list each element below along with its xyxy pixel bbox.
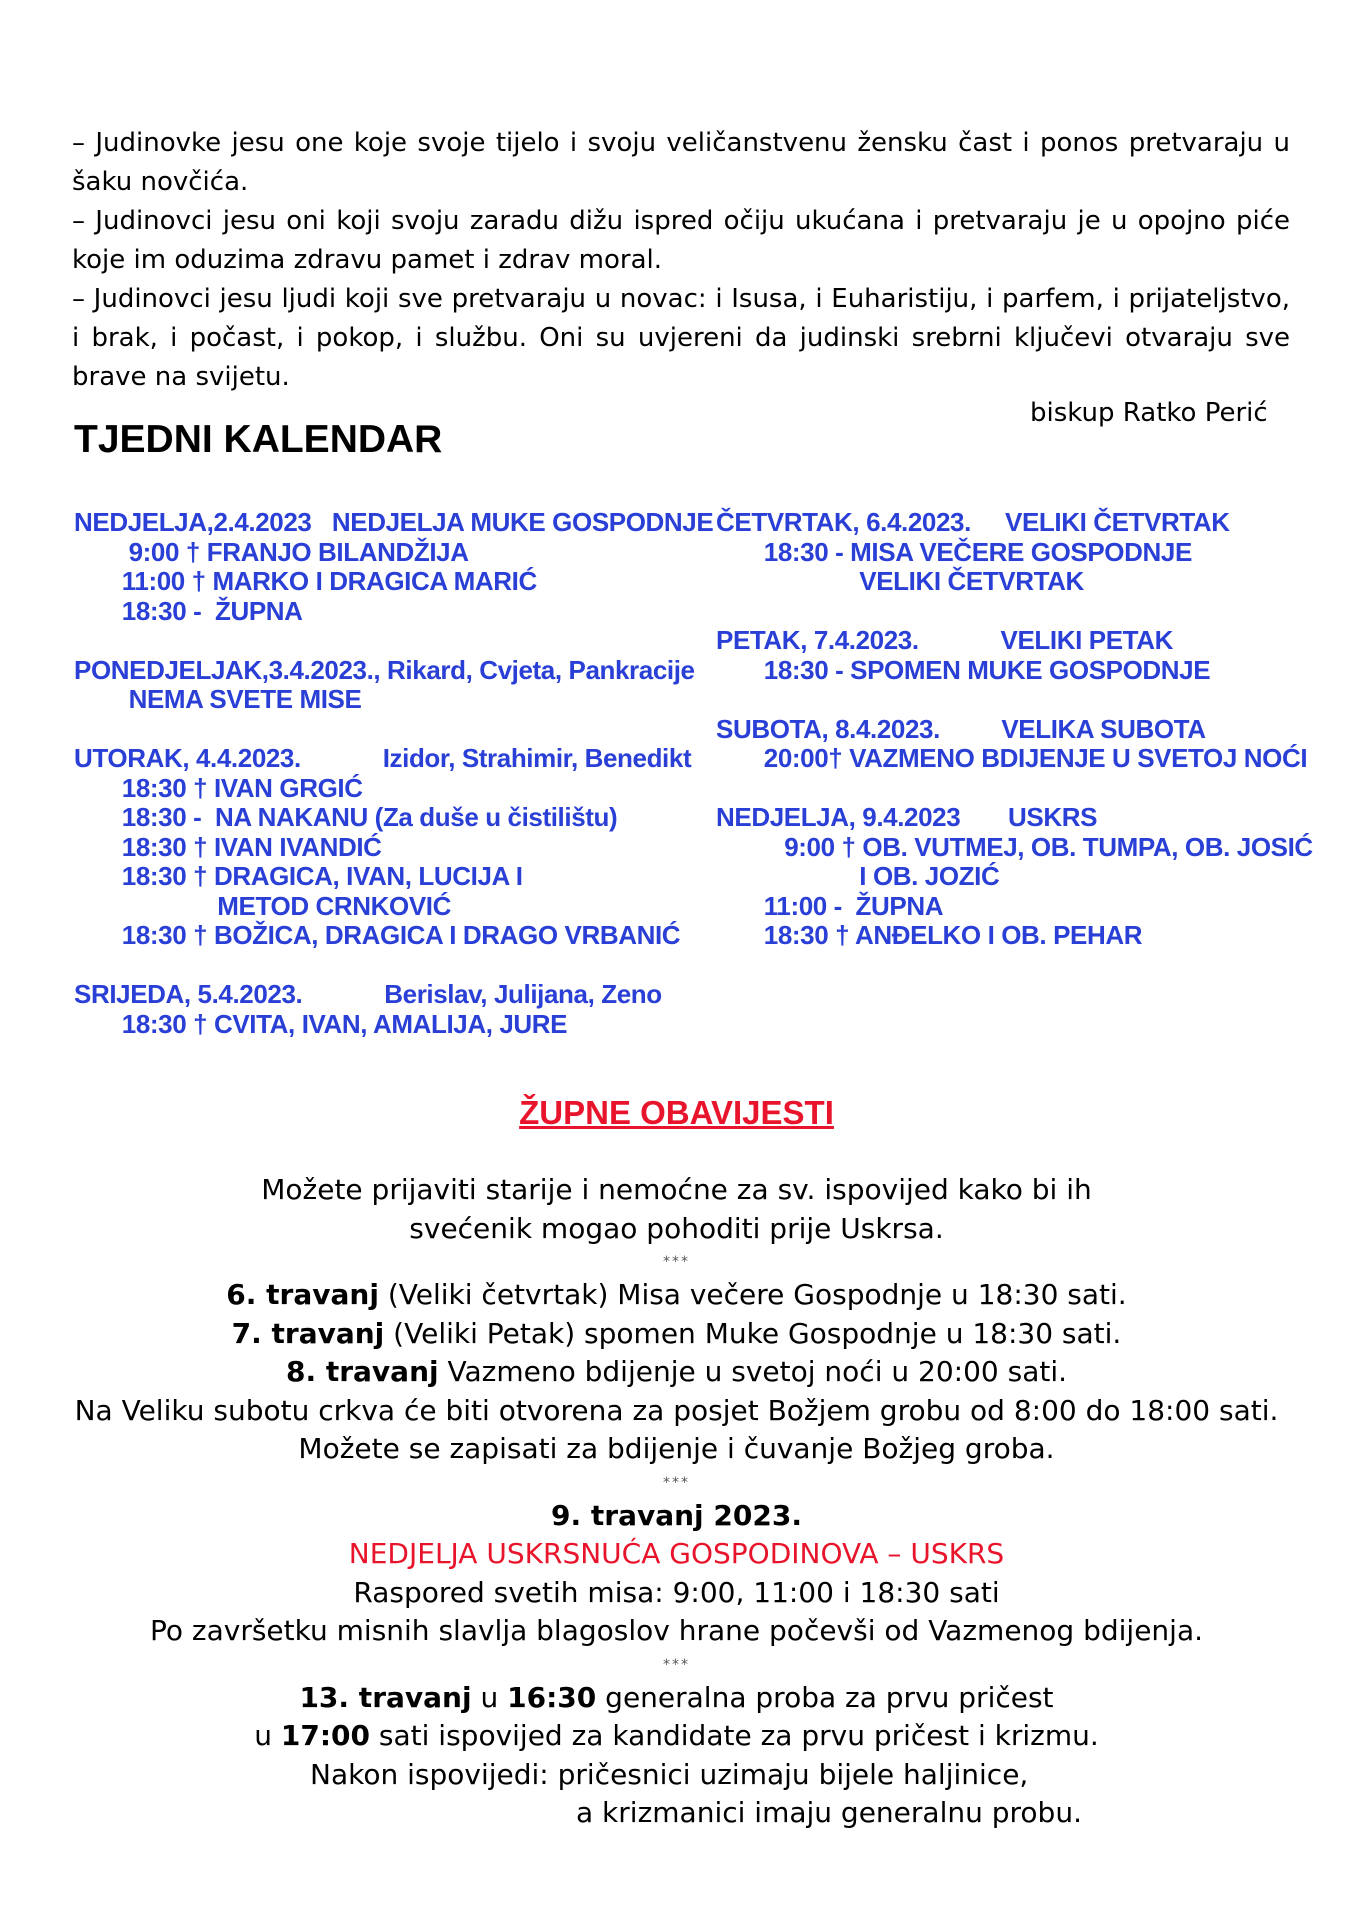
calendar-line: 9:00 † OB. VUTMEJ, OB. TUMPA, OB. JOSIĆ bbox=[716, 831, 1313, 862]
calendar-line: UTORAK, 4.4.2023. Izidor, Strahimir, Benedikt bbox=[74, 743, 692, 773]
connector: u bbox=[254, 1719, 281, 1752]
calendar-day bbox=[74, 744, 714, 951]
holy-week-line bbox=[0, 1276, 1353, 1315]
calendar-line: 18:30 † ANĐELKO I OB. PEHAR bbox=[716, 920, 1143, 950]
calendar-day bbox=[716, 508, 1316, 597]
notices-heading: ŽUPNE OBAVIJESTI bbox=[519, 1094, 834, 1131]
calendar-line: 18:30 † IVAN IVANDIĆ bbox=[74, 831, 382, 862]
rehearsal-text: generalna proba za prvu pričest bbox=[596, 1680, 1054, 1714]
calendar-line: NEMA SVETE MISE bbox=[74, 684, 362, 714]
calendar-line: SUBOTA, 8.4.2023. VELIKA SUBOTA bbox=[716, 713, 1206, 744]
calendar-day bbox=[74, 508, 714, 626]
calendar-day bbox=[716, 626, 1316, 685]
intro-paragraph: – Judinovke jesu one koje svoje tijelo i svoju veličanstvenu žensku čast i ponos pretvaraju u šaku novčića. bbox=[72, 128, 1290, 197]
easter-masses: Raspored svetih misa: 9:00, 11:00 i 18:30 sati bbox=[353, 1575, 1000, 1609]
intro-paragraph: – Judinovci jesu ljudi koji sve pretvaraju u novac: i Isusa, i Euharistiju, i parfem, i prijateljstvo, i brak, i počast, i pokop, i službu. Oni su uvjereni da judinski srebrni ključevi otvaraju sve brave na svijetu. bbox=[72, 284, 1290, 392]
calendar-line: SRIJEDA, 5.4.2023. Berislav, Julijana, Zeno bbox=[74, 979, 662, 1009]
notice-intro-text: Možete prijaviti starije i nemoćne za sv. ispovijed kako bi ih svećenik mogao pohoditi prije Uskrsa. bbox=[261, 1173, 1092, 1245]
date-bold: 6. travanj bbox=[226, 1278, 379, 1311]
date-bold: 13. travanj bbox=[299, 1680, 472, 1714]
easter-date-bold: 9. travanj 2023. bbox=[551, 1498, 802, 1532]
calendar-line: 18:30 † DRAGICA, IVAN, LUCIJA I bbox=[74, 861, 523, 891]
easter-date bbox=[0, 1497, 1353, 1536]
time-bold: 16:30 bbox=[507, 1680, 597, 1714]
calendar-line: 18:30 - NA NAKANU (Za duše u čistilištu) bbox=[74, 802, 618, 832]
calendar-line: 9:00 † FRANJO BILANDŽIJA bbox=[74, 536, 469, 567]
date-bold: 8. travanj bbox=[285, 1355, 439, 1388]
holy-week-line bbox=[0, 1315, 1353, 1354]
calendar-line: 18:30 † IVAN GRGIĆ bbox=[74, 772, 363, 803]
after-confession bbox=[0, 1756, 1353, 1833]
notice-intro bbox=[0, 1171, 1353, 1248]
parish-notices bbox=[0, 1093, 1353, 1833]
calendar-day bbox=[74, 980, 714, 1039]
calendar-line: NEDJELJA, 9.4.2023 USKRS bbox=[716, 802, 1098, 832]
calendar-line: 18:30 - ŽUPNA bbox=[74, 595, 303, 626]
intro-text bbox=[72, 124, 1290, 397]
calendar-left-column bbox=[74, 508, 714, 1069]
calendar-line: 11:00 † MARKO I DRAGICA MARIĆ bbox=[74, 566, 537, 596]
calendar-day bbox=[74, 656, 714, 715]
saturday-line: Na Veliku subotu crkva će biti otvorena za posjet Božjem grobu od 8:00 do 18:00 sati. bbox=[74, 1393, 1279, 1427]
calendar-day bbox=[716, 803, 1316, 951]
calendar-line: PONEDJELJAK,3.4.2023., Rikard, Cvjeta, Pankracije bbox=[74, 654, 695, 685]
calendar-line: 18:30 † BOŽICA, DRAGICA I DRAGO VRBANIĆ bbox=[74, 920, 681, 950]
calendar-line: PETAK, 7.4.2023. VELIKI PETAK bbox=[716, 625, 1173, 655]
date-bold: 7. travanj bbox=[231, 1316, 385, 1350]
easter-blessing: Po završetku misnih slavlja blagoslov hrane počevši od Vazmenog bdijenja. bbox=[149, 1614, 1204, 1647]
calendar-title: TJEDNI KALENDAR bbox=[74, 418, 443, 461]
calendar-line: VELIKI ČETVRTAK bbox=[716, 566, 1084, 596]
calendar-line: 20:00† VAZMENO BDIJENJE U SVETOJ NOĆI bbox=[716, 743, 1308, 773]
connector: u bbox=[471, 1680, 508, 1714]
holy-week-text: (Veliki četvrtak) Misa večere Gospodnje u 18:30 sati. bbox=[378, 1278, 1127, 1311]
after-confession-line: Nakon ispovijedi: pričesnici uzimaju bijele haljinice, bbox=[310, 1757, 1029, 1791]
calendar-line: ČETVRTAK, 6.4.2023. VELIKI ČETVRTAK bbox=[716, 507, 1230, 537]
confession-text: sati ispovijed za kandidate za prvu pričest i krizmu. bbox=[370, 1719, 1099, 1752]
signature: biskup Ratko Perić bbox=[1030, 398, 1268, 428]
rehearsal-line bbox=[0, 1679, 1353, 1718]
separator-stars: *** bbox=[663, 1656, 690, 1673]
separator-stars: *** bbox=[663, 1474, 690, 1491]
calendar-line: I OB. JOZIĆ bbox=[716, 861, 1000, 891]
holy-week-text: Vazmeno bdijenje u svetoj noći u 20:00 sati. bbox=[438, 1355, 1068, 1388]
easter-title: NEDJELJA USKRSNUĆA GOSPODINOVA – USKRS bbox=[348, 1537, 1005, 1570]
confession-line bbox=[0, 1717, 1353, 1756]
holy-week-line bbox=[0, 1353, 1353, 1392]
calendar-line: 18:30 - SPOMEN MUKE GOSPODNJE bbox=[716, 654, 1211, 685]
calendar-line: METOD CRNKOVIĆ bbox=[74, 890, 452, 921]
holy-week-text: (Veliki Petak) spomen Muke Gospodnje u 18:30 sati. bbox=[384, 1316, 1122, 1350]
time-bold: 17:00 bbox=[280, 1719, 370, 1752]
separator-stars: *** bbox=[663, 1254, 690, 1270]
calendar-right-column bbox=[716, 508, 1316, 980]
after-confession-line: a krizmanici imaju generalnu probu. bbox=[576, 1796, 1082, 1829]
intro-paragraph: – Judinovci jesu oni koji svoju zaradu dižu ispred očiju ukućana i pretvaraju je u opojno piće koje im oduzima zdravu pamet i zdrav moral. bbox=[72, 206, 1290, 275]
calendar-line: 11:00 - ŽUPNA bbox=[716, 890, 944, 921]
calendar-day bbox=[716, 715, 1316, 774]
watch-line: Možete se zapisati za bdijenje i čuvanje Božjeg groba. bbox=[298, 1432, 1055, 1465]
calendar-line: 18:30 - MISA VEČERE GOSPODNJE bbox=[716, 536, 1192, 567]
calendar-line: 18:30 † CVITA, IVAN, AMALIJA, JURE bbox=[74, 1008, 568, 1039]
calendar-line: NEDJELJA,2.4.2023 NEDJELJA MUKE GOSPODNJE bbox=[74, 507, 714, 537]
